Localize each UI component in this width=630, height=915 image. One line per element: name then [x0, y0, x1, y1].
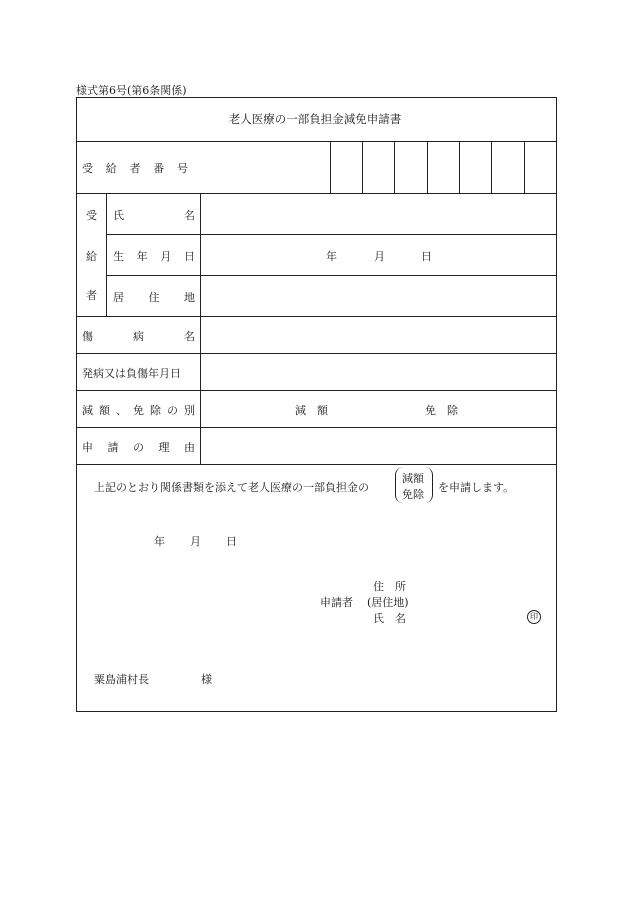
label-char: 免 — [133, 404, 144, 417]
label-char: 額 — [99, 404, 110, 417]
statement-option-reduction: 減額 — [402, 472, 424, 485]
label-char: 名 — [184, 209, 195, 222]
addressee-office: 粟島浦村長 — [94, 673, 149, 686]
label-char: の — [167, 404, 178, 417]
label-char: 居 — [113, 291, 124, 304]
statement-option-exemption: 免除 — [402, 488, 424, 501]
number-box[interactable] — [331, 142, 361, 192]
number-box[interactable] — [428, 142, 458, 192]
label-char: 申 — [82, 441, 93, 454]
label-char: 請 — [107, 441, 119, 454]
applicant-address-label: 住 所 — [373, 580, 406, 593]
applicant-label: 申請者 — [320, 596, 353, 609]
label-char: 生 — [113, 250, 124, 263]
addressee-honorific: 様 — [201, 673, 212, 686]
statement-text-end: を申請します。 — [438, 481, 515, 494]
recipient-group-char: 者 — [86, 289, 97, 302]
applicant-residence-label: (居住地) — [367, 596, 409, 609]
label-char: 名 — [184, 330, 195, 343]
date-day: 日 — [226, 535, 237, 548]
label-char: 地 — [184, 291, 195, 304]
label-char: 別 — [184, 404, 195, 417]
address-field[interactable] — [201, 276, 556, 316]
birthdate-month: 月 — [374, 250, 385, 263]
form-title: 老人医療の一部負担金減免申請書 — [228, 112, 402, 126]
onset-date-field[interactable] — [201, 354, 556, 390]
label-char: 傷 — [82, 330, 93, 343]
number-box[interactable] — [525, 142, 556, 192]
illness-field[interactable] — [201, 317, 556, 353]
number-box[interactable] — [395, 142, 426, 192]
label-char: 番 — [153, 162, 165, 175]
label-char: の — [133, 441, 144, 454]
label-char: 年 — [136, 250, 148, 263]
form-number: 様式第6号(第6条関係) — [76, 84, 187, 97]
recipient-group-char: 給 — [86, 250, 97, 263]
statement-text: 上記のとおり関係書類を添えて老人医療の一部負担金の — [94, 481, 369, 494]
label-char: 由 — [184, 441, 195, 454]
label-char: 、 — [116, 404, 127, 417]
name-label — [113, 207, 195, 223]
label-char: 氏 — [113, 209, 124, 222]
label-char: 給 — [105, 162, 117, 175]
birthdate-label — [113, 248, 195, 264]
date-month: 月 — [190, 535, 201, 548]
illness-label — [82, 328, 195, 344]
number-box[interactable] — [492, 142, 523, 192]
seal-icon: 印 — [527, 610, 541, 624]
label-char: 受 — [82, 162, 93, 175]
recipient-group-char: 受 — [86, 209, 97, 222]
recipient-number-label — [82, 160, 188, 176]
divider — [76, 390, 557, 391]
number-box[interactable] — [363, 142, 393, 192]
label-char: 住 — [148, 291, 160, 304]
option-reduction[interactable]: 減 額 — [295, 404, 328, 417]
label-char: 者 — [129, 162, 141, 175]
number-box[interactable] — [460, 142, 490, 192]
onset-date-label: 発病又は負傷年月日 — [82, 367, 181, 380]
label-char: 減 — [82, 404, 93, 417]
label-char: 号 — [177, 162, 188, 175]
label-char: 日 — [183, 250, 195, 263]
label-char: 病 — [133, 330, 144, 343]
date-year: 年 — [154, 535, 165, 548]
label-char: 月 — [160, 250, 172, 263]
name-field[interactable] — [201, 194, 556, 234]
address-label — [113, 289, 195, 305]
applicant-name-label: 氏 名 — [373, 612, 406, 625]
reason-field[interactable] — [201, 428, 556, 464]
reason-label — [82, 439, 195, 455]
label-char: 除 — [150, 404, 161, 417]
divider — [106, 193, 107, 316]
divider — [76, 464, 557, 465]
birthdate-day: 日 — [421, 250, 432, 263]
birthdate-year: 年 — [326, 250, 337, 263]
type-label — [82, 402, 195, 418]
label-char: 理 — [158, 441, 170, 454]
option-exemption[interactable]: 免 除 — [425, 404, 458, 417]
